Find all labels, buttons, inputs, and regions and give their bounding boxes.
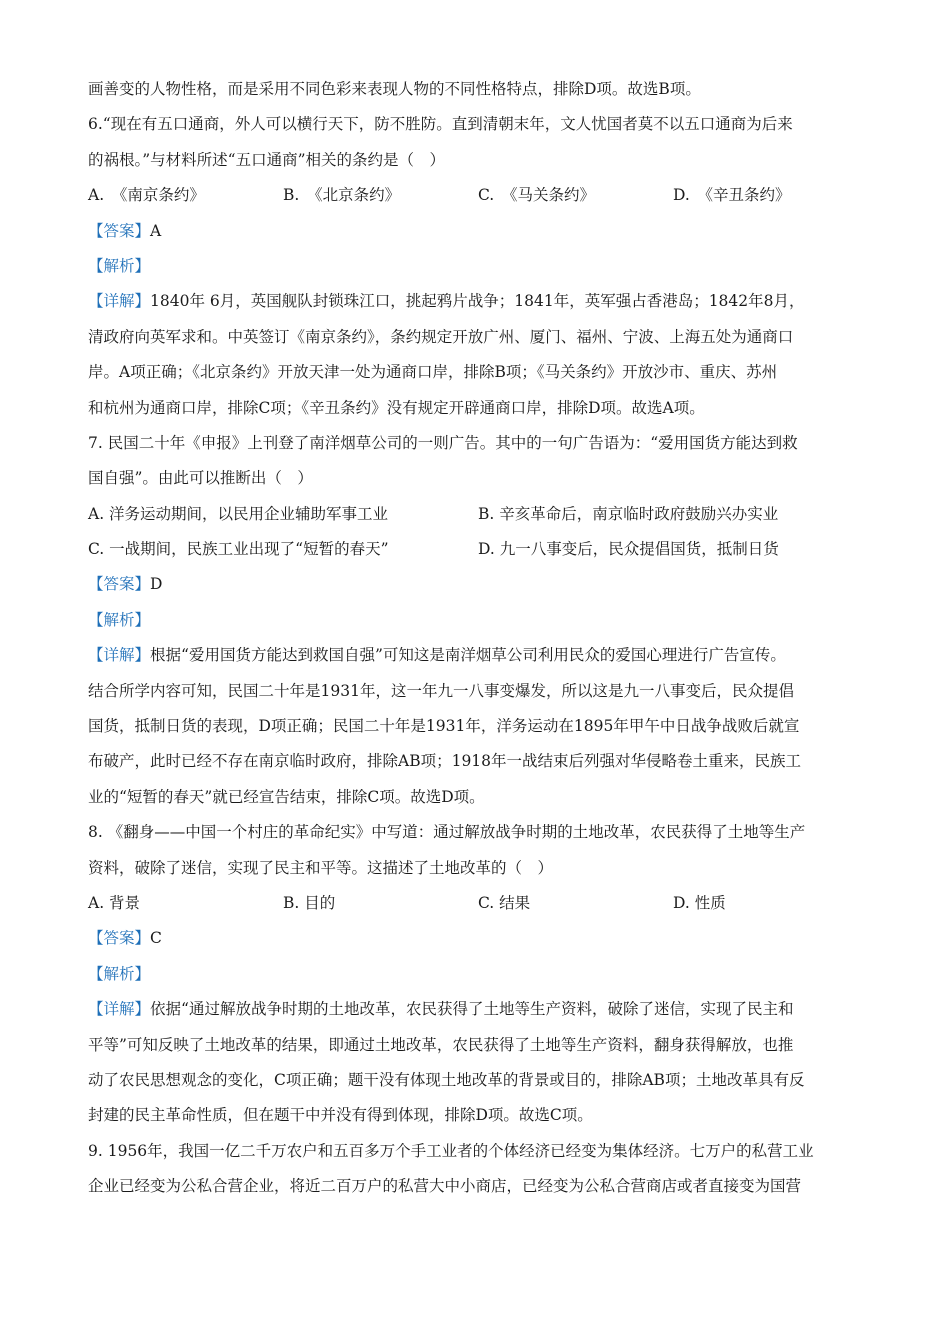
option-d: D. 《辛丑条约》 (673, 186, 791, 205)
paragraph-line: 画善变的人物性格，而是采用不同色彩来表现人物的不同性格特点，排除D项。故选B项。 (88, 80, 701, 98)
detail-line (88, 284, 878, 319)
detail-line: 和杭州为通商口岸，排除C项；《辛丑条约》没有规定开辟通商口岸，排除D项。故选A项。 (88, 398, 705, 417)
option-c: C. 《马关条约》 (478, 186, 595, 205)
question-6-stem: 的祸根。”与材料所述“五口通商”相关的条约是（ ） (88, 150, 446, 169)
question-8-stem: 8. 《翻身——中国一个村庄的革命纪实》中写道：通过解放战争时期的土地改革，农民获得了土地等生产 (88, 823, 806, 842)
option-b: B. 目的 (283, 893, 336, 912)
analysis-tag: 【解析】 (88, 964, 151, 983)
answer-tag: 【答案】 (88, 575, 151, 594)
detail-line: 平等”可知反映了土地改革的结果，即通过土地改革，农民获得了土地等生产资料，翻身获得解放，也推 (88, 1035, 794, 1054)
detail-line: 布破产，此时已经不存在南京临时政府，排除AB项；1918年一战结束后列强对华侵略卷土重来，民族工 (88, 752, 802, 771)
question-8-options (88, 886, 878, 921)
option-d: D. 九一八事变后，民众提倡国货，抵制日货 (478, 540, 779, 559)
option-a: A. 《南京条约》 (88, 186, 205, 205)
option-c: C. 一战期间，民族工业出现了“短暂的春天” (88, 540, 389, 559)
detail-text: 1840年 6月，英国舰队封锁珠江口，挑起鸦片战争；1841年，英军强占香港岛；1842年8月， (150, 292, 805, 311)
detail-line (88, 992, 878, 1027)
answer-value: A (150, 221, 162, 240)
detail-text: 依据“通过解放战争时期的土地改革，农民获得了土地等生产资料，破除了迷信，实现了民主和 (150, 1000, 794, 1019)
question-6-stem: 6.“现在有五口通商，外人可以横行天下，防不胜防。直到清朝末年，文人忧国者莫不以五口通商为后来 (88, 115, 793, 134)
document-page (88, 72, 878, 1205)
question-7-options-row-2 (88, 532, 878, 567)
detail-line: 动了农民思想观念的变化，C项正确；题干没有体现土地改革的背景或目的，排除AB项；土地改革具有反 (88, 1070, 805, 1089)
answer-tag: 【答案】 (88, 929, 151, 948)
detail-line: 业的“短暂的春天”就已经宣告结束，排除C项。故选D项。 (88, 787, 485, 806)
answer-line (88, 921, 878, 956)
detail-line: 封建的民主革命性质，但在题干中并没有得到体现，排除D项。故选C项。 (88, 1106, 593, 1125)
question-6-options (88, 178, 878, 213)
question-7-stem: 国自强”。由此可以推断出（ ） (88, 469, 313, 488)
detail-text: 根据“爱用国货方能达到救国自强”可知这是南洋烟草公司利用民众的爱国心理进行广告宣传。 (150, 646, 786, 665)
question-9-stem: 企业已经变为公私合营企业，将近二百万户的私营大中小商店，已经变为公私合营商店或者直接变为国营 (88, 1177, 802, 1196)
detail-line: 岸。A项正确；《北京条约》开放天津一处为通商口岸，排除B项；《马关条约》开放沙市、重庆、苏州 (88, 363, 778, 382)
analysis-line (88, 957, 878, 992)
question-7-options-row-1 (88, 497, 878, 532)
detail-line: 结合所学内容可知，民国二十年是1931年，这一年九一八事变爆发，所以这是九一八事变后，民众提倡 (88, 681, 794, 700)
answer-value: D (150, 575, 163, 594)
question-8-stem: 资料，破除了迷信，实现了民主和平等。这描述了土地改革的（ ） (88, 858, 554, 877)
question-7-stem: 7. 民国二十年《申报》上刊登了南洋烟草公司的一则广告。其中的一句广告语为：“爱用国货方能达到救 (88, 433, 798, 452)
analysis-line (88, 603, 878, 638)
option-b: B. 辛亥革命后，南京临时政府鼓励兴办实业 (478, 504, 779, 523)
option-d: D. 性质 (673, 893, 726, 912)
answer-line (88, 567, 878, 602)
question-9-stem: 9. 1956年，我国一亿二千万农户和五百多万个手工业者的个体经济已经变为集体经济。七万户的私营工业 (88, 1141, 814, 1160)
analysis-tag: 【解析】 (88, 610, 151, 629)
detail-tag: 【详解】 (88, 292, 151, 311)
option-b: B. 《北京条约》 (283, 186, 401, 205)
answer-value: C (150, 929, 162, 948)
answer-line (88, 214, 878, 249)
detail-tag: 【详解】 (88, 1000, 151, 1019)
option-a: A. 洋务运动期间，以民用企业辅助军事工业 (88, 504, 389, 523)
option-a: A. 背景 (88, 893, 141, 912)
detail-line: 清政府向英军求和。中英签订《南京条约》，条约规定开放广州、厦门、福州、宁波、上海五处为通商口 (88, 327, 794, 346)
detail-line (88, 638, 878, 673)
analysis-tag: 【解析】 (88, 256, 151, 275)
analysis-line (88, 249, 878, 284)
detail-tag: 【详解】 (88, 646, 151, 665)
option-c: C. 结果 (478, 893, 531, 912)
answer-tag: 【答案】 (88, 221, 151, 240)
detail-line: 国货，抵制日货的表现，D项正确；民国二十年是1931年，洋务运动在1895年甲午中日战争战败后就宣 (88, 717, 800, 736)
